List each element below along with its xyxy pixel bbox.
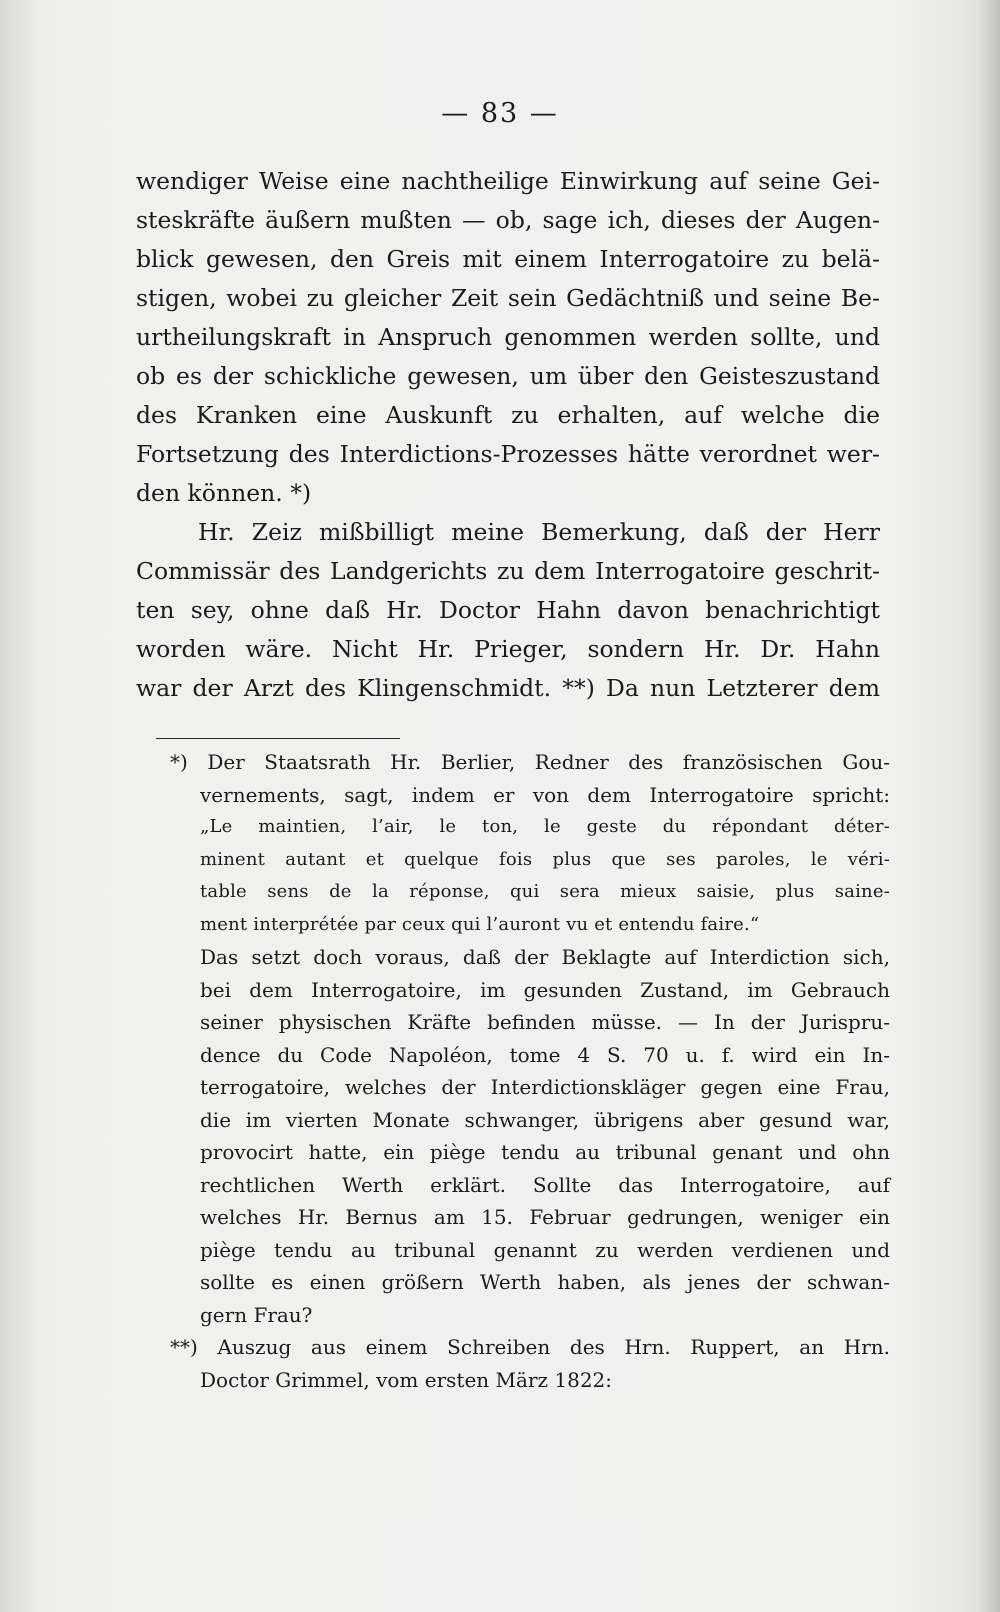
body-line: Hr. Zeiz mißbilligt meine Bemerkung, daß der Herr (198, 518, 880, 546)
footnotes-block (170, 746, 890, 1396)
footnote-line: table sens de la réponse, qui sera mieux saisie, plus saine- (200, 881, 890, 902)
main-text-block (136, 162, 880, 708)
footnote-line: piège tendu au tribunal genannt zu werden verdienen und (200, 1237, 890, 1262)
footnote-line: Doctor Grimmel, vom ersten März 1822: (200, 1367, 613, 1392)
body-line: blick gewesen, den Greis mit einem Interrogatoire zu belä- (136, 245, 880, 273)
body-line: steskräfte äußern mußten — ob, sage ich, dieses der Augen- (136, 206, 880, 234)
body-line: stigen, wobei zu gleicher Zeit sein Gedächtniß und seine Be- (136, 284, 880, 312)
body-line: wendiger Weise eine nachtheilige Einwirkung auf seine Gei- (136, 167, 880, 195)
footnote-line: die im vierten Monate schwanger, übrigens aber gesund war, (200, 1107, 890, 1132)
footnote-line: „Le maintien, l’air, le ton, le geste du répondant déter- (200, 816, 890, 837)
footnote-line: sollte es einen größern Werth haben, als jenes der schwan- (200, 1270, 890, 1294)
footnote-line: seiner physischen Kräfte befinden müsse. — In der Jurispru- (200, 1010, 890, 1034)
footnote-line: dence du Code Napoléon, tome 4 S. 70 u. f. wird ein In- (200, 1042, 890, 1067)
footnote-line: rechtlichen Werth erklärt. Sollte das Interrogatoire, auf (200, 1172, 890, 1197)
footnote-line: provocirt hatte, ein piège tendu au tribunal genant und ohn (200, 1140, 890, 1164)
body-line: den können. *) (136, 479, 312, 507)
page-number: — 83 — (441, 98, 559, 129)
footnote-line: welches Hr. Bernus am 15. Februar gedrungen, weniger ein (200, 1205, 890, 1229)
footnote-line: bei dem Interrogatoire, im gesunden Zustand, im Gebrauch (200, 977, 890, 1002)
footnote-line: vernements, sagt, indem er von dem Interrogatoire spricht: (200, 782, 890, 807)
footnote-line: ment interprétée par ceux qui l’auront vu et entendu faire.“ (200, 913, 760, 935)
body-line: ob es der schickliche gewesen, um über den Geisteszustand (136, 362, 880, 390)
body-line: war der Arzt des Klingenschmidt. **) Da nun Letzterer dem (136, 674, 880, 702)
footnote-line: *) Der Staatsrath Hr. Berlier, Redner des französischen Gou- (170, 750, 890, 774)
footnote-line: gern Frau? (200, 1302, 313, 1327)
body-line: Fortsetzung des Interdictions-Prozesses hätte verordnet wer- (136, 440, 880, 468)
footnote-separator-rule (156, 738, 400, 739)
body-line: worden wäre. Nicht Hr. Prieger, sondern Hr. Dr. Hahn (136, 635, 880, 663)
footnote-line: terrogatoire, welches der Interdictionskläger gegen eine Frau, (200, 1075, 890, 1099)
body-line: urtheilungskraft in Anspruch genommen werden sollte, und (136, 323, 880, 351)
footnote-line: **) Auszug aus einem Schreiben des Hrn. Ruppert, an Hrn. (170, 1335, 890, 1359)
footnote-line: minent autant et quelque fois plus que ses paroles, le véri- (200, 848, 890, 870)
footnote-line: Das setzt doch voraus, daß der Beklagte auf Interdiction sich, (200, 945, 890, 969)
page-gutter-shadow (978, 0, 1000, 1612)
body-line: Commissär des Landgerichts zu dem Interrogatoire geschrit- (136, 557, 880, 585)
body-line: des Kranken eine Auskunft zu erhalten, auf welche die (136, 401, 880, 429)
body-line: ten sey, ohne daß Hr. Doctor Hahn davon benachrichtigt (136, 596, 880, 624)
